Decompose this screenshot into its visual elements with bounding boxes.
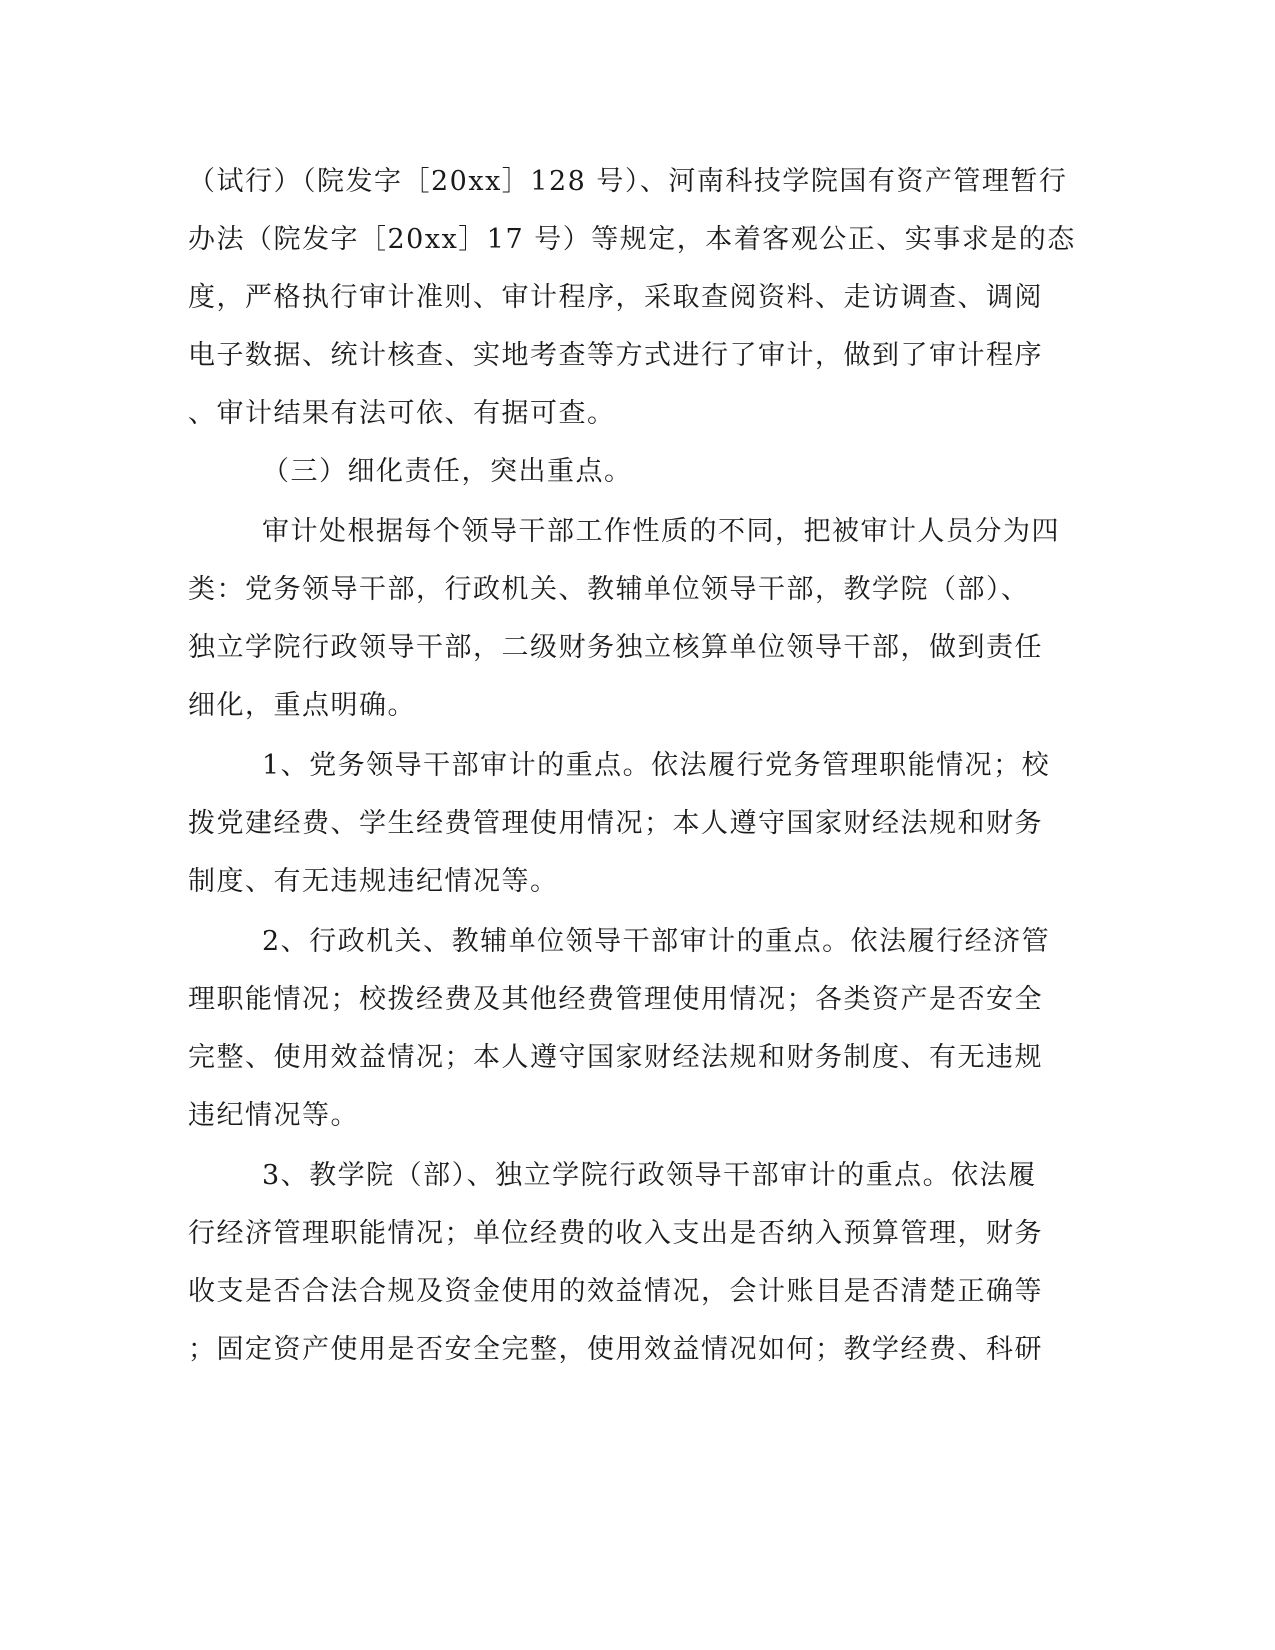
paragraph-line: 度，严格执行审计准则、审计程序，采取查阅资料、走访调查、调阅 bbox=[188, 282, 1043, 313]
paragraph-line: ；固定资产使用是否安全完整，使用效益情况如何；教学经费、科研 bbox=[188, 1334, 1043, 1365]
paragraph-line: （试行）（院发字［20xx］128 号）、河南科技学院国有资产管理暂行 bbox=[188, 166, 1068, 197]
paragraph-line: 2、行政机关、教辅单位领导干部审计的重点。依法履行经济管 bbox=[262, 926, 1051, 957]
paragraph-line: 审计处根据每个领导干部工作性质的不同，把被审计人员分为四 bbox=[262, 516, 1060, 547]
paragraph-line: 办法（院发字［20xx］17 号）等规定，本着客观公正、实事求是的态 bbox=[188, 224, 1076, 255]
paragraph-line: 类：党务领导干部，行政机关、教辅单位领导干部，教学院（部）、 bbox=[188, 574, 1030, 605]
paragraph-line: 电子数据、统计核查、实地考查等方式进行了审计，做到了审计程序 bbox=[188, 340, 1043, 371]
paragraph-line: 收支是否合法合规及资金使用的效益情况，会计账目是否清楚正确等 bbox=[188, 1276, 1043, 1307]
paragraph-line: 制度、有无违规违纪情况等。 bbox=[188, 866, 559, 897]
paragraph-line: 细化，重点明确。 bbox=[188, 690, 416, 721]
paragraph-line: 行经济管理职能情况；单位经费的收入支出是否纳入预算管理，财务 bbox=[188, 1218, 1043, 1249]
paragraph-line: 、审计结果有法可依、有据可查。 bbox=[188, 398, 616, 429]
section-heading: （三）细化责任，突出重点。 bbox=[262, 456, 633, 487]
paragraph-line: 独立学院行政领导干部，二级财务独立核算单位领导干部，做到责任 bbox=[188, 632, 1043, 663]
paragraph-line: 违纪情况等。 bbox=[188, 1100, 359, 1131]
paragraph-line: 拨党建经费、学生经费管理使用情况；本人遵守国家财经法规和财务 bbox=[188, 808, 1043, 839]
paragraph-line: 完整、使用效益情况；本人遵守国家财经法规和财务制度、有无违规 bbox=[188, 1042, 1043, 1073]
paragraph-line: 1、党务领导干部审计的重点。依法履行党务管理职能情况；校 bbox=[262, 750, 1051, 781]
paragraph-line: 理职能情况；校拨经费及其他经费管理使用情况；各类资产是否安全 bbox=[188, 984, 1043, 1015]
paragraph-line: 3、教学院（部）、独立学院行政领导干部审计的重点。依法履 bbox=[262, 1160, 1037, 1191]
